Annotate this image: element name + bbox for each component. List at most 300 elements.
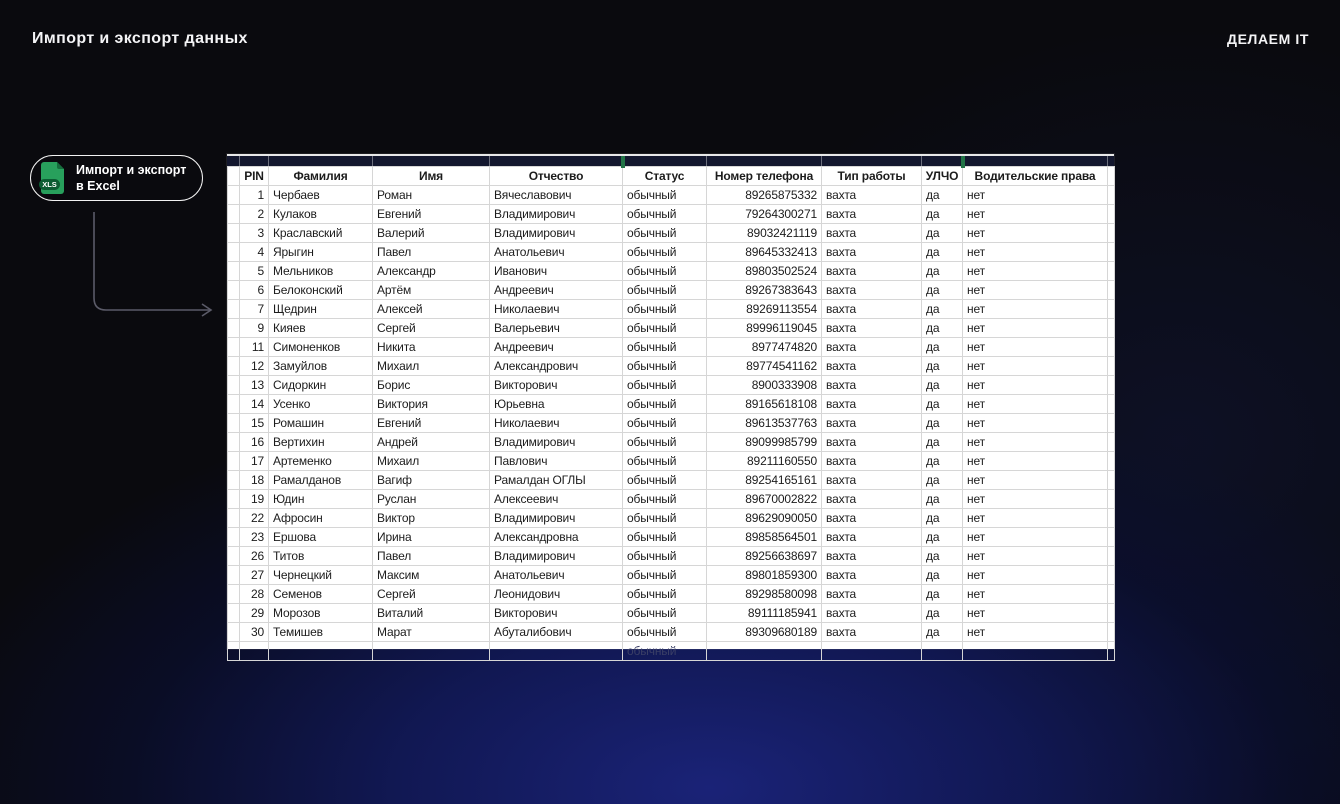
column-header: Статус <box>623 167 707 186</box>
cell: Валерий <box>373 224 490 243</box>
cell: нет <box>963 338 1108 357</box>
cell: да <box>922 604 963 623</box>
cell: обычный <box>623 566 707 585</box>
gutter-cell <box>228 376 240 395</box>
gutter-cell <box>228 319 240 338</box>
cell: 79264300271 <box>707 205 822 224</box>
gutter-cell <box>1108 528 1115 547</box>
excel-import-export-badge[interactable] <box>30 155 203 201</box>
cell: вахта <box>822 262 922 281</box>
cell: вахта <box>822 243 922 262</box>
column-header: Фамилия <box>269 167 373 186</box>
cell: Руслан <box>373 490 490 509</box>
excel-table-screenshot <box>227 154 1114 658</box>
cell: обычный <box>623 338 707 357</box>
gridline-tick <box>921 156 922 166</box>
cell: 89629090050 <box>707 509 822 528</box>
gridline-tick <box>268 156 269 166</box>
cell: нет <box>963 224 1108 243</box>
cell: да <box>922 509 963 528</box>
cell: Михаил <box>373 452 490 471</box>
cell: Виталий <box>373 604 490 623</box>
table-row <box>228 376 1115 395</box>
gutter-cell <box>228 414 240 433</box>
cell: 89996119045 <box>707 319 822 338</box>
cell <box>240 642 269 661</box>
cell: да <box>922 528 963 547</box>
cell: Леонидович <box>490 585 623 604</box>
gutter-cell <box>1108 338 1115 357</box>
cell: Валерьевич <box>490 319 623 338</box>
column-header: Водительские права <box>963 167 1108 186</box>
cell: Михаил <box>373 357 490 376</box>
cell: Юрьевна <box>490 395 623 414</box>
cell: вахта <box>822 300 922 319</box>
gutter-cell <box>228 338 240 357</box>
cell: Щедрин <box>269 300 373 319</box>
cell: Артём <box>373 281 490 300</box>
column-header: УЛЧО <box>922 167 963 186</box>
cell: обычный <box>623 433 707 452</box>
cell: 89267383643 <box>707 281 822 300</box>
cell: Ярыгин <box>269 243 373 262</box>
table-row <box>228 186 1115 205</box>
table-row <box>228 262 1115 281</box>
cell: 1 <box>240 186 269 205</box>
cell: да <box>922 395 963 414</box>
cell: Юдин <box>269 490 373 509</box>
cell: нет <box>963 319 1108 338</box>
cell: Артеменко <box>269 452 373 471</box>
cell: Александровна <box>490 528 623 547</box>
cell: Абуталибович <box>490 623 623 642</box>
table-row-partial <box>228 642 1115 661</box>
cell: вахта <box>822 395 922 414</box>
cell: 89613537763 <box>707 414 822 433</box>
cell: вахта <box>822 585 922 604</box>
gutter-cell <box>228 509 240 528</box>
gutter-cell <box>228 452 240 471</box>
cell: Павлович <box>490 452 623 471</box>
cell: Анатольевич <box>490 243 623 262</box>
gutter-cell <box>1108 414 1115 433</box>
gridline-tick <box>239 156 240 166</box>
cell: Вертихин <box>269 433 373 452</box>
cell: вахта <box>822 186 922 205</box>
table-header-row <box>228 167 1115 186</box>
gutter-cell <box>1108 376 1115 395</box>
cell: 89099985799 <box>707 433 822 452</box>
cell: Алексей <box>373 300 490 319</box>
cell: 28 <box>240 585 269 604</box>
cell: обычный <box>623 281 707 300</box>
gutter-cell <box>228 433 240 452</box>
cell: да <box>922 490 963 509</box>
gutter-cell <box>1108 205 1115 224</box>
cell: Николаевич <box>490 300 623 319</box>
table-row <box>228 509 1115 528</box>
cell: обычный <box>623 585 707 604</box>
cell: 89265875332 <box>707 186 822 205</box>
table-row <box>228 319 1115 338</box>
cell: нет <box>963 395 1108 414</box>
cell: Марат <box>373 623 490 642</box>
column-header: PIN <box>240 167 269 186</box>
cell: 89165618108 <box>707 395 822 414</box>
table-row <box>228 604 1115 623</box>
cell: вахта <box>822 433 922 452</box>
gutter-cell <box>1108 395 1115 414</box>
gutter-cell <box>228 281 240 300</box>
cell: Титов <box>269 547 373 566</box>
cell: Ирина <box>373 528 490 547</box>
cell: Николаевич <box>490 414 623 433</box>
table-row <box>228 490 1115 509</box>
gutter-cell <box>1108 243 1115 262</box>
cell: 89269113554 <box>707 300 822 319</box>
gutter-cell <box>1108 490 1115 509</box>
page-title: Импорт и экспорт данных <box>32 30 248 47</box>
cell: 2 <box>240 205 269 224</box>
cell: вахта <box>822 281 922 300</box>
cell: Викторович <box>490 604 623 623</box>
cell: да <box>922 224 963 243</box>
cell: 11 <box>240 338 269 357</box>
cell: 8977474820 <box>707 338 822 357</box>
cell: обычный <box>623 414 707 433</box>
cell: да <box>922 376 963 395</box>
cell: обычный <box>623 262 707 281</box>
cell: нет <box>963 281 1108 300</box>
cell: 26 <box>240 547 269 566</box>
cell: обычный <box>623 357 707 376</box>
cell: вахта <box>822 490 922 509</box>
cell <box>373 642 490 661</box>
gridline-tick <box>1107 156 1108 166</box>
cell: Сидоркин <box>269 376 373 395</box>
cell: нет <box>963 528 1108 547</box>
cell <box>707 642 822 661</box>
cell: вахта <box>822 224 922 243</box>
cell: 29 <box>240 604 269 623</box>
cell: Никита <box>373 338 490 357</box>
cell: 89801859300 <box>707 566 822 585</box>
cell: вахта <box>822 205 922 224</box>
cell: нет <box>963 300 1108 319</box>
gutter-cell <box>1108 471 1115 490</box>
cell: 15 <box>240 414 269 433</box>
cell: обычный <box>623 395 707 414</box>
cell: Павел <box>373 243 490 262</box>
cell: Белоконский <box>269 281 373 300</box>
cell: да <box>922 186 963 205</box>
cell: Вячеславович <box>490 186 623 205</box>
cell: да <box>922 623 963 642</box>
cell: нет <box>963 433 1108 452</box>
cell: Анатольевич <box>490 566 623 585</box>
table-top-strip <box>227 154 1114 166</box>
cell: обычный <box>623 623 707 642</box>
cell: обычный <box>623 243 707 262</box>
column-header: Отчество <box>490 167 623 186</box>
gutter-cell <box>228 357 240 376</box>
cell: нет <box>963 490 1108 509</box>
cell <box>269 642 373 661</box>
cell: Темишев <box>269 623 373 642</box>
cell: 9 <box>240 319 269 338</box>
cell: Владимирович <box>490 224 623 243</box>
cell: обычный <box>623 509 707 528</box>
cell: нет <box>963 547 1108 566</box>
xls-file-icon <box>39 161 67 195</box>
cell: Ершова <box>269 528 373 547</box>
cell: вахта <box>822 604 922 623</box>
cell: Афросин <box>269 509 373 528</box>
gutter-cell <box>228 604 240 623</box>
cell: Виктор <box>373 509 490 528</box>
gutter-cell <box>228 623 240 642</box>
cell: Евгений <box>373 205 490 224</box>
cell: нет <box>963 566 1108 585</box>
cell: обычный <box>623 224 707 243</box>
cell: обычный <box>623 547 707 566</box>
gutter-cell <box>1108 623 1115 642</box>
cell: вахта <box>822 338 922 357</box>
gutter-cell <box>1108 186 1115 205</box>
cell: Чернецкий <box>269 566 373 585</box>
cell: 22 <box>240 509 269 528</box>
cell: 89670002822 <box>707 490 822 509</box>
cell: вахта <box>822 528 922 547</box>
cell: нет <box>963 471 1108 490</box>
cell: 8900333908 <box>707 376 822 395</box>
cell: Семенов <box>269 585 373 604</box>
cell: нет <box>963 509 1108 528</box>
cell: обычный <box>623 300 707 319</box>
cell: 89774541162 <box>707 357 822 376</box>
cell: да <box>922 471 963 490</box>
cell <box>822 642 922 661</box>
cell: 13 <box>240 376 269 395</box>
gutter-cell <box>1108 566 1115 585</box>
gutter-cell <box>228 262 240 281</box>
gutter-cell <box>1108 452 1115 471</box>
column-header: Имя <box>373 167 490 186</box>
cell: нет <box>963 585 1108 604</box>
gutter-cell <box>1108 167 1115 186</box>
table-row <box>228 433 1115 452</box>
cell: Павел <box>373 547 490 566</box>
table-row <box>228 585 1115 604</box>
cell: нет <box>963 452 1108 471</box>
gutter-cell <box>228 642 240 661</box>
gutter-cell <box>1108 509 1115 528</box>
cell: обычный <box>623 186 707 205</box>
cell: нет <box>963 357 1108 376</box>
cell: Сергей <box>373 319 490 338</box>
gutter-cell <box>228 566 240 585</box>
cell: 89309680189 <box>707 623 822 642</box>
cell: да <box>922 414 963 433</box>
cell: да <box>922 205 963 224</box>
cell: 16 <box>240 433 269 452</box>
cell: да <box>922 452 963 471</box>
cell: Рамалдан ОГЛЫ <box>490 471 623 490</box>
cell: да <box>922 319 963 338</box>
gridline-tick <box>706 156 707 166</box>
gutter-cell <box>228 585 240 604</box>
cell: да <box>922 338 963 357</box>
cell: вахта <box>822 376 922 395</box>
cell: Чербаев <box>269 186 373 205</box>
cell: да <box>922 547 963 566</box>
cell: вахта <box>822 357 922 376</box>
cell: Иванович <box>490 262 623 281</box>
cell: нет <box>963 414 1108 433</box>
cell: нет <box>963 262 1108 281</box>
table-row <box>228 471 1115 490</box>
cell: нет <box>963 604 1108 623</box>
cell: 89111185941 <box>707 604 822 623</box>
gridline-tick <box>489 156 490 166</box>
cell: 5 <box>240 262 269 281</box>
cell: вахта <box>822 471 922 490</box>
cell: обычный <box>623 642 707 661</box>
cell: Андреевич <box>490 281 623 300</box>
cell: обычный <box>623 376 707 395</box>
cell: Борис <box>373 376 490 395</box>
cell: 19 <box>240 490 269 509</box>
cell: нет <box>963 186 1108 205</box>
cell: обычный <box>623 490 707 509</box>
gutter-cell <box>1108 262 1115 281</box>
cell: 89858564501 <box>707 528 822 547</box>
table-row <box>228 243 1115 262</box>
cell: Евгений <box>373 414 490 433</box>
cell: 12 <box>240 357 269 376</box>
cell: Вагиф <box>373 471 490 490</box>
brand-logo: ДЕЛАЕМ IT <box>1227 31 1309 47</box>
cell: да <box>922 585 963 604</box>
cell: да <box>922 566 963 585</box>
table-row <box>228 338 1115 357</box>
cell: Владимирович <box>490 547 623 566</box>
cell: 4 <box>240 243 269 262</box>
gridline-tick <box>821 156 822 166</box>
gutter-cell <box>228 395 240 414</box>
table-row <box>228 623 1115 642</box>
gutter-cell <box>228 186 240 205</box>
cell: Алексеевич <box>490 490 623 509</box>
gutter-cell <box>228 243 240 262</box>
cell: 7 <box>240 300 269 319</box>
cell: Андрей <box>373 433 490 452</box>
table-row <box>228 205 1115 224</box>
cell: Владимирович <box>490 205 623 224</box>
cell: 17 <box>240 452 269 471</box>
cell: обычный <box>623 604 707 623</box>
cell: обычный <box>623 205 707 224</box>
cell: да <box>922 262 963 281</box>
cell: Викторович <box>490 376 623 395</box>
gridline-tick <box>372 156 373 166</box>
cell: да <box>922 433 963 452</box>
cell: вахта <box>822 319 922 338</box>
cell: да <box>922 243 963 262</box>
badge-label: Импорт и экспорт в Excel <box>76 162 187 193</box>
cell: Краславский <box>269 224 373 243</box>
cell: Сергей <box>373 585 490 604</box>
gutter-cell <box>1108 281 1115 300</box>
gutter-cell <box>1108 433 1115 452</box>
gutter-cell <box>228 528 240 547</box>
table-row <box>228 452 1115 471</box>
table-row <box>228 566 1115 585</box>
cell: Усенко <box>269 395 373 414</box>
gutter-cell <box>1108 224 1115 243</box>
gutter-cell <box>228 167 240 186</box>
cell: Александр <box>373 262 490 281</box>
excel-table <box>227 166 1115 661</box>
cell: Александрович <box>490 357 623 376</box>
cell: Кулаков <box>269 205 373 224</box>
cell: Роман <box>373 186 490 205</box>
cell: Кияев <box>269 319 373 338</box>
gutter-cell <box>228 471 240 490</box>
cell: вахта <box>822 623 922 642</box>
cell: вахта <box>822 414 922 433</box>
gutter-cell <box>228 205 240 224</box>
cell: Мельников <box>269 262 373 281</box>
table-row <box>228 300 1115 319</box>
cell: 18 <box>240 471 269 490</box>
column-header: Номер телефона <box>707 167 822 186</box>
gutter-cell <box>1108 319 1115 338</box>
cell: вахта <box>822 566 922 585</box>
gutter-cell <box>1108 604 1115 623</box>
gutter-cell <box>228 300 240 319</box>
cell: Виктория <box>373 395 490 414</box>
cell: 27 <box>240 566 269 585</box>
cell <box>490 642 623 661</box>
gutter-cell <box>228 490 240 509</box>
connector-arrow <box>85 205 225 323</box>
xls-icon-label: XLS <box>42 180 57 190</box>
gutter-cell <box>228 224 240 243</box>
cell: Морозов <box>269 604 373 623</box>
cell: вахта <box>822 509 922 528</box>
cell: обычный <box>623 452 707 471</box>
table-row <box>228 281 1115 300</box>
cell: да <box>922 357 963 376</box>
table-row <box>228 528 1115 547</box>
cell: 30 <box>240 623 269 642</box>
cell: нет <box>963 376 1108 395</box>
cell: обычный <box>623 528 707 547</box>
cell: да <box>922 281 963 300</box>
table-row <box>228 414 1115 433</box>
cell <box>963 642 1108 661</box>
cell: 89645332413 <box>707 243 822 262</box>
cell: 23 <box>240 528 269 547</box>
cell: Ромашин <box>269 414 373 433</box>
cell: Максим <box>373 566 490 585</box>
gutter-cell <box>1108 585 1115 604</box>
cell: Владимирович <box>490 509 623 528</box>
cell: 14 <box>240 395 269 414</box>
cell: да <box>922 300 963 319</box>
gutter-cell <box>228 547 240 566</box>
